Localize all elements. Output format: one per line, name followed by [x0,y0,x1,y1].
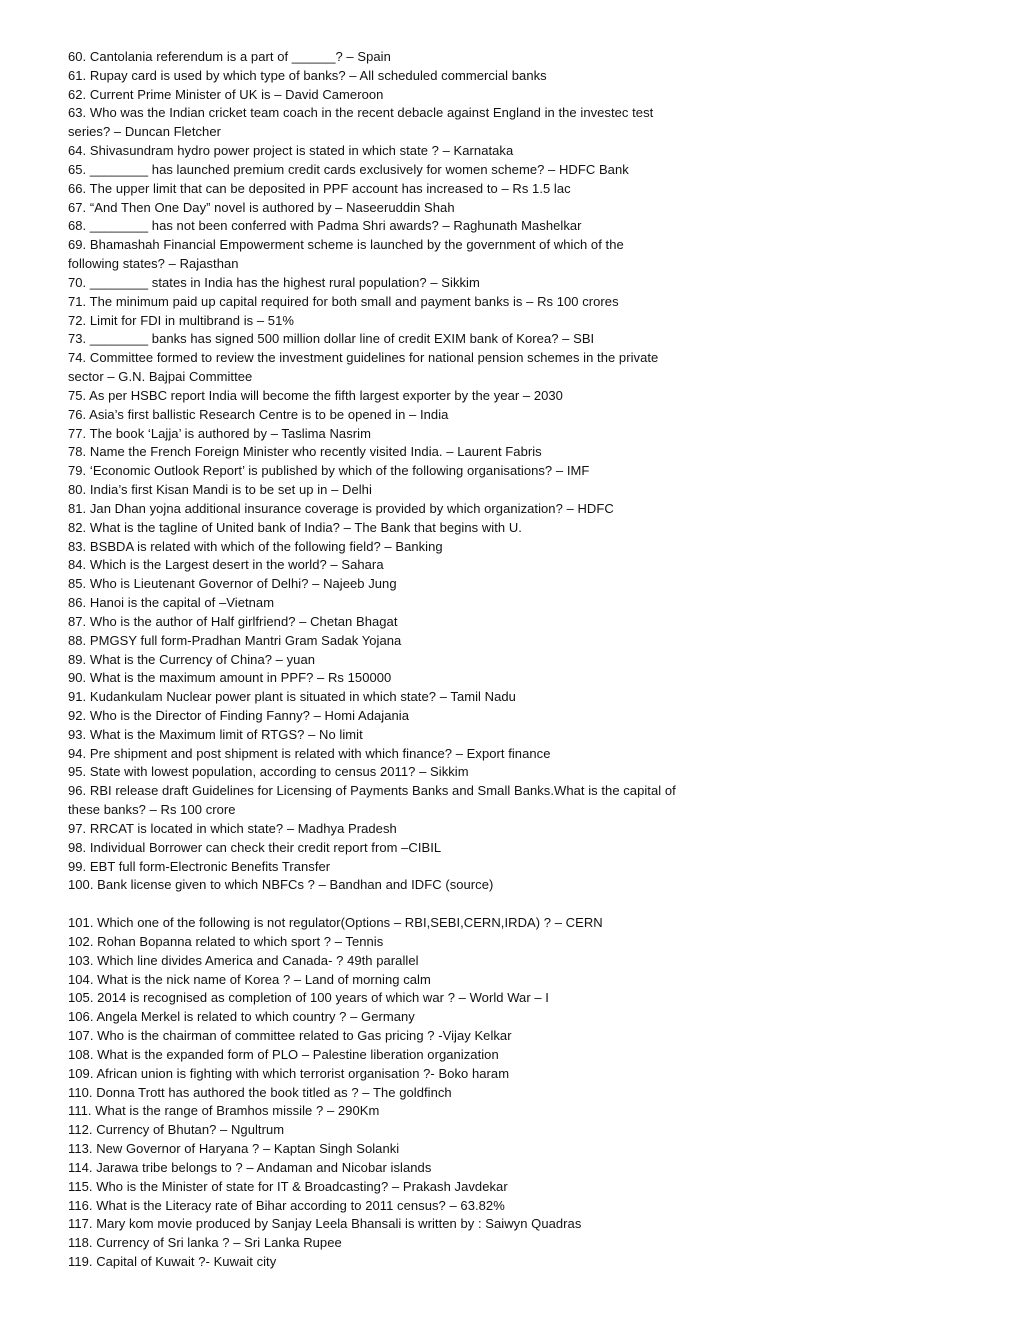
question-item [68,914,1000,933]
question-item [68,481,1000,500]
question-text: 76. Asia’s first ballistic Research Centre is to be opened in – India [68,406,449,422]
question-item [68,500,1000,519]
question-item [68,217,1000,236]
question-text: 93. What is the Maximum limit of RTGS? – No limit [68,726,363,742]
question-item [68,707,1000,726]
question-text: 95. State with lowest population, according to census 2011? – Sikkim [68,764,469,780]
question-item [68,1084,1000,1103]
question-item [68,48,1000,67]
question-text: 106. Angela Merkel is related to which country ? – Germany [68,1009,415,1025]
question-item [68,1234,1000,1253]
question-item [68,142,1000,161]
question-text: 118. Currency of Sri lanka ? – Sri Lanka Rupee [68,1235,342,1251]
question-text: 71. The minimum paid up capital required for both small and payment banks is – Rs 100 crores [68,293,619,309]
question-text: 96. RBI release draft Guidelines for Licensing of Payments Banks and Small Banks.What is the capital of [68,783,676,799]
question-item [68,745,1000,764]
question-item [68,971,1000,990]
question-text: 90. What is the maximum amount in PPF? – Rs 150000 [68,670,392,686]
question-text: 69. Bhamashah Financial Empowerment scheme is launched by the government of which of the [68,237,624,253]
question-item [68,1140,1000,1159]
question-item [68,180,1000,199]
question-text: 101. Which one of the following is not regulator(Options – RBI,SEBI,CERN,IRDA) ? – CERN [68,915,603,931]
question-text: 65. ________ has launched premium credit cards exclusively for women scheme? – HDFC Bank [68,161,629,177]
question-text: 112. Currency of Bhutan? – Ngultrum [68,1122,285,1138]
question-item [68,575,1000,594]
question-text: 114. Jarawa tribe belongs to ? – Andaman and Nicobar islands [68,1159,432,1175]
question-text: 74. Committee formed to review the investment guidelines for national pension schemes in the private [68,350,659,366]
question-text: 64. Shivasundram hydro power project is stated in which state ? – Karnataka [68,143,514,159]
question-item [68,330,1000,349]
question-text: 113. New Governor of Haryana ? – Kaptan Singh Solanki [68,1141,400,1157]
question-text: 67. “And Then One Day” novel is authored by – Naseeruddin Shah [68,199,455,215]
question-item [68,726,1000,745]
question-text: 75. As per HSBC report India will become the fifth largest exporter by the year – 2030 [68,387,563,403]
question-item [68,820,1000,839]
question-text: 62. Current Prime Minister of UK is – David Cameroon [68,86,384,102]
question-text-continued: following states? – Rajasthan [68,256,239,272]
question-item [68,519,1000,538]
question-text: 77. The book ‘Lajja’ is authored by – Taslima Nasrim [68,425,371,441]
question-item [68,199,1000,218]
question-item [68,556,1000,575]
question-item [68,538,1000,557]
question-text: 116. What is the Literacy rate of Bihar according to 2011 census? – 63.82% [68,1197,505,1213]
question-text: 94. Pre shipment and post shipment is related with which finance? – Export finance [68,745,551,761]
question-item [68,1065,1000,1084]
question-text: 85. Who is Lieutenant Governor of Delhi? – Najeeb Jung [68,576,397,592]
question-list-101-119 [68,914,1000,1272]
question-item [68,161,1000,180]
question-text: 83. BSBDA is related with which of the following field? – Banking [68,538,443,554]
question-item [68,688,1000,707]
question-item [68,425,1000,444]
question-item [68,387,1000,406]
question-item [68,1159,1000,1178]
question-item [68,443,1000,462]
question-item [68,1102,1000,1121]
question-text: 68. ________ has not been conferred with Padma Shri awards? – Raghunath Mashelkar [68,218,582,234]
question-text: 91. Kudankulam Nuclear power plant is situated in which state? – Tamil Nadu [68,689,516,705]
question-text: 97. RRCAT is located in which state? – Madhya Pradesh [68,820,397,836]
question-item [68,858,1000,877]
question-text: 115. Who is the Minister of state for IT & Broadcasting? – Prakash Javdekar [68,1178,508,1194]
question-text: 72. Limit for FDI in multibrand is – 51% [68,312,294,328]
question-item [68,406,1000,425]
question-item [68,1197,1000,1216]
question-text: 63. Who was the Indian cricket team coach in the recent debacle against England in the investec test [68,105,654,121]
question-item [68,989,1000,1008]
question-list-60-100 [68,48,1000,895]
question-text: 86. Hanoi is the capital of –Vietnam [68,595,275,611]
question-text: 61. Rupay card is used by which type of banks? – All scheduled commercial banks [68,67,547,83]
question-item [68,1008,1000,1027]
question-text: 105. 2014 is recognised as completion of 100 years of which war ? – World War – I [68,990,549,1006]
question-item [68,349,1000,387]
question-item [68,669,1000,688]
question-text-continued: these banks? – Rs 100 crore [68,802,236,818]
question-text: 107. Who is the chairman of committee related to Gas pricing ? -Vijay Kelkar [68,1028,512,1044]
question-item [68,104,1000,142]
question-text: 108. What is the expanded form of PLO – Palestine liberation organization [68,1046,499,1062]
question-item [68,312,1000,331]
question-text: 110. Donna Trott has authored the book titled as ? – The goldfinch [68,1084,452,1100]
question-text: 99. EBT full form-Electronic Benefits Transfer [68,858,331,874]
document-page [68,48,1000,1272]
question-text: 81. Jan Dhan yojna additional insurance coverage is provided by which organization? – HDFC [68,500,614,516]
question-text: 98. Individual Borrower can check their credit report from –CIBIL [68,839,442,855]
question-text: 78. Name the French Foreign Minister who recently visited India. – Laurent Fabris [68,444,542,460]
question-item [68,274,1000,293]
question-item [68,462,1000,481]
question-item [68,1121,1000,1140]
question-item [68,1027,1000,1046]
question-text: 109. African union is fighting with which terrorist organisation ?- Boko haram [68,1065,510,1081]
question-item [68,1046,1000,1065]
question-text: 82. What is the tagline of United bank of India? – The Bank that begins with U. [68,519,522,535]
question-item [68,782,1000,820]
question-text-continued: sector – G.N. Bajpai Committee [68,369,253,385]
question-item [68,763,1000,782]
question-item [68,594,1000,613]
question-item [68,613,1000,632]
question-item [68,86,1000,105]
question-text: 73. ________ banks has signed 500 million dollar line of credit EXIM bank of Korea? – SBI [68,331,595,347]
question-text: 119. Capital of Kuwait ?- Kuwait city [68,1254,277,1269]
question-text: 88. PMGSY full form-Pradhan Mantri Gram Sadak Yojana [68,632,402,648]
question-item [68,839,1000,858]
question-item [68,293,1000,312]
question-text: 70. ________ states in India has the highest rural population? – Sikkim [68,274,480,290]
question-text: 117. Mary kom movie produced by Sanjay Leela Bhansali is written by : Saiwyn Quadras [68,1216,582,1232]
question-item [68,933,1000,952]
question-text: 80. India’s first Kisan Mandi is to be set up in – Delhi [68,482,372,498]
question-text: 79. ‘Economic Outlook Report’ is published by which of the following organisations? – IMF [68,463,590,479]
question-text: 84. Which is the Largest desert in the world? – Sahara [68,557,384,573]
question-text: 104. What is the nick name of Korea ? – Land of morning calm [68,971,431,987]
question-text: 60. Cantolania referendum is a part of ______? – Spain [68,49,391,64]
question-item [68,236,1000,274]
question-text: 87. Who is the author of Half girlfriend? – Chetan Bhagat [68,613,398,629]
question-item [68,67,1000,86]
question-item [68,1215,1000,1234]
question-text: 111. What is the range of Bramhos missile ? – 290Km [68,1103,380,1119]
question-text: 89. What is the Currency of China? – yuan [68,651,316,667]
question-item [68,876,1000,895]
question-text: 66. The upper limit that can be deposited in PPF account has increased to – Rs 1.5 lac [68,180,571,196]
question-item [68,1178,1000,1197]
question-item [68,632,1000,651]
question-item [68,952,1000,971]
question-text: 92. Who is the Director of Finding Fanny? – Homi Adajania [68,707,410,723]
question-text: 103. Which line divides America and Canada- ? 49th parallel [68,952,419,968]
question-text: 100. Bank license given to which NBFCs ? – Bandhan and IDFC (source) [68,877,494,893]
question-item [68,651,1000,670]
question-text: 102. Rohan Bopanna related to which sport ? – Tennis [68,933,384,949]
question-text-continued: series? – Duncan Fletcher [68,124,221,140]
question-item [68,1253,1000,1272]
